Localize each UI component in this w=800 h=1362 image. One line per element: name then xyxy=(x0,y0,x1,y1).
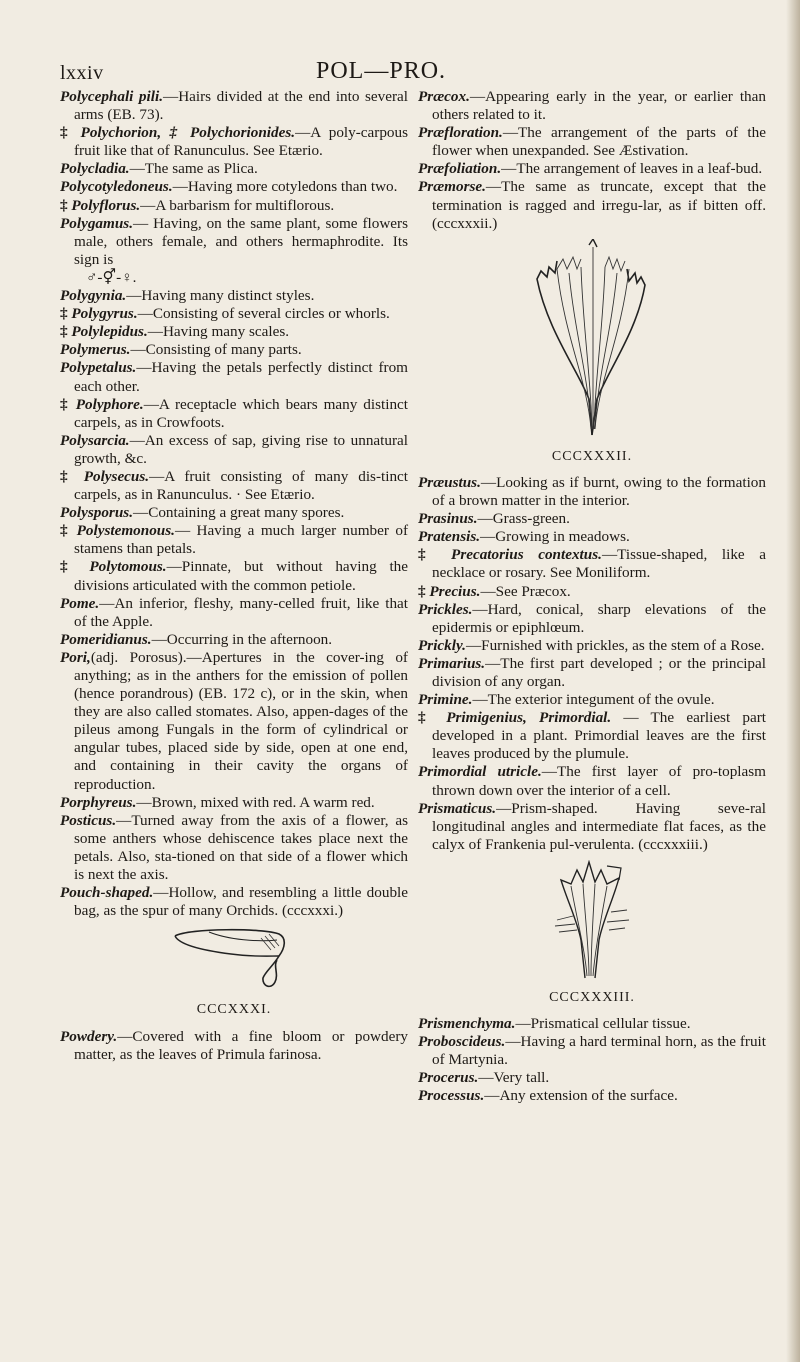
entry-term: Processus. xyxy=(418,1087,485,1105)
entry-term: Posticus. xyxy=(60,811,117,829)
entry-definition: —Hard, conical, sharp elevations of the epidermis or epiphlœum. xyxy=(432,600,766,636)
entry-definition: — The earliest part developed in a plant. Primordial leaves are the first leaves produced by the plumule. xyxy=(432,709,767,763)
glossary-entry xyxy=(418,160,766,178)
double-dagger-mark: ‡ xyxy=(60,467,74,485)
entry-term: Procerus. xyxy=(418,1069,479,1087)
glossary-entry xyxy=(60,812,408,884)
entry-term: Primine. xyxy=(418,691,473,709)
pouch-shaped-illustration xyxy=(169,926,299,992)
entry-term: Polymerus. xyxy=(60,341,131,359)
glossary-entry xyxy=(60,359,408,395)
entry-definition: —The exterior integument of the ovule. xyxy=(472,691,715,709)
left-column xyxy=(60,88,408,1064)
glossary-entry xyxy=(418,510,766,528)
glossary-entry xyxy=(418,1087,766,1105)
entry-term: Prasinus. xyxy=(418,510,478,528)
entry-definition: — Having, on the same plant, some flowers male, others female, and others hermaphrodite. Its sign is xyxy=(74,214,408,268)
entry-term: Polytomous. xyxy=(89,558,167,576)
glossary-entry xyxy=(60,215,408,287)
entry-definition: —The same as Plica. xyxy=(129,160,258,178)
entry-term: Polysecus. xyxy=(83,467,150,485)
glossary-entry xyxy=(60,558,408,594)
double-dagger-mark: ‡ xyxy=(60,305,68,323)
glossary-entry xyxy=(60,323,408,341)
entry-term: Prismenchyma. xyxy=(418,1015,516,1033)
entry-term: Præfloration. xyxy=(418,124,503,142)
entry-definition: —The arrangement of leaves in a leaf-bud. xyxy=(501,160,763,178)
entry-term: Pratensis. xyxy=(418,528,481,546)
glossary-entry xyxy=(60,287,408,305)
entry-term: Precius. xyxy=(429,582,481,600)
entry-term: Polygamus. xyxy=(60,214,133,232)
glossary-entry xyxy=(418,763,766,799)
glossary-entry xyxy=(60,884,408,920)
figure-cccxxxi xyxy=(60,926,408,997)
entry-definition: —See Præcox. xyxy=(480,582,571,600)
entry-definition: —The first part developed ; or the principal division of any organ. xyxy=(432,654,766,690)
glossary-entry xyxy=(60,305,408,323)
entry-term: Pori, xyxy=(60,648,91,666)
entry-term: Primigenius, Primordial. xyxy=(446,709,612,727)
figure-caption: CCCXXXI. xyxy=(196,1002,272,1018)
entry-definition: —Appearing early in the year, or earlier than others related to it. xyxy=(432,88,766,124)
entry-term: Prickly. xyxy=(418,636,466,654)
glossary-entry xyxy=(418,528,766,546)
entry-definition: —A fruit consisting of many dis-tinct carpels, as in Ranunculus. · See Etærio. xyxy=(74,467,409,504)
double-dagger-mark: ‡ xyxy=(418,582,426,600)
entry-definition: —An excess of sap, giving rise to unnatural growth, &c. xyxy=(74,431,408,467)
double-dagger-mark: ‡ xyxy=(418,546,437,564)
glossary-entry xyxy=(60,341,408,359)
double-dagger-mark: ‡ xyxy=(60,323,68,341)
glossary-entry xyxy=(60,88,408,124)
double-dagger-mark: ‡ xyxy=(60,196,68,214)
entry-term: Polystemonous. xyxy=(76,522,175,540)
entry-definition: — Having a much larger number of stamens than petals. xyxy=(74,522,409,558)
entry-term: Polycladia. xyxy=(60,160,130,178)
entry-definition: —Consisting of several circles or whorls. xyxy=(137,305,390,323)
double-dagger-mark: ‡ xyxy=(60,124,73,142)
glossary-entry xyxy=(418,583,766,601)
entry-definition: —The same as truncate, except that the termination is ragged and irregu-lar, as if bitten off. (cccxxxii.) xyxy=(432,178,766,232)
glossary-entry xyxy=(60,178,408,196)
entry-definition: —An inferior, fleshy, many-celled fruit, like that of the Apple. xyxy=(74,594,408,630)
entry-term: Præfoliation. xyxy=(418,160,502,178)
glossary-entry xyxy=(418,1033,766,1069)
entry-definition: —Having the petals perfectly distinct from each other. xyxy=(74,359,408,395)
entry-definition: —Prism-shaped. Having seve-ral longitudinal angles and intermediate flat faces, as the calyx of Frankenia pul-verulenta. (cccxxxiii.) xyxy=(432,799,766,853)
entry-definition: —Hollow, and resembling a little double bag, as the spur of many Orchids. (cccxxxi.) xyxy=(74,884,408,920)
glossary-entry xyxy=(418,691,766,709)
entry-definition: —Occurring in the afternoon. xyxy=(151,630,333,648)
glossary-entry xyxy=(418,1069,766,1087)
entry-definition: —Hairs divided at the end into several arms (EB. 73). xyxy=(74,88,409,124)
glossary-entry xyxy=(418,178,766,232)
entry-term: Polyflorus. xyxy=(71,196,141,214)
entry-term: Proboscideus. xyxy=(418,1033,506,1051)
glossary-entry xyxy=(60,432,408,468)
entry-definition: —Brown, mixed with red. A warm red. xyxy=(136,793,375,811)
glossary-entry xyxy=(60,160,408,178)
entry-definition: —The arrangement of the parts of the flower when unexpanded. See Æstivation. xyxy=(432,124,766,160)
entry-definition: (adj. Porosus).—Apertures in the cover-ing of anything; as in the anthers for the emission of pollen (hence porandrous) (EB. 172 c), or in the skin, when they are also called stomates. Also, appen-dages of the pileus among Fungals in the form of cylindrical or angular tubes, placed side by side, open at one end, and containing in their cavity the organs of reproduction. xyxy=(74,648,408,793)
entry-term: Præcox. xyxy=(418,88,470,105)
glossary-entry xyxy=(418,1015,766,1033)
entry-term: Polylepidus. xyxy=(71,323,148,341)
entry-definition: —Consisting of many parts. xyxy=(130,341,302,359)
entry-term: Pomeridianus. xyxy=(60,630,152,648)
entry-definition: —Any extension of the surface. xyxy=(484,1087,678,1105)
entry-term: Polygyrus. xyxy=(71,305,138,323)
double-dagger-mark: ‡ xyxy=(60,558,77,576)
glossary-entry xyxy=(418,655,766,691)
entry-definition: —Having many distinct styles. xyxy=(126,287,315,305)
entry-definition: —Grass-green. xyxy=(477,510,570,528)
entry-definition: —Tissue-shaped, like a necklace or rosary. See Moniliform. xyxy=(432,546,767,582)
entry-definition: —Having more cotyledons than two. xyxy=(172,178,398,196)
glossary-entry xyxy=(418,637,766,655)
entry-definition: —Pinnate, but without having the divisions articulated with the common petiole. xyxy=(74,558,409,594)
entry-term: Precatorius contextus. xyxy=(451,546,602,564)
glossary-entry xyxy=(60,631,408,649)
entry-definition: —A receptacle which bears many distinct carpels, as in Crowfoots. xyxy=(74,395,409,431)
entry-definition: —Having a hard terminal horn, as the fruit of Martynia. xyxy=(432,1033,766,1069)
praemorse-root-illustration xyxy=(517,239,667,439)
entry-definition: —A barbarism for multiflorous. xyxy=(140,196,335,214)
entry-term: Præustus. xyxy=(418,473,481,491)
entry-term: Pouch-shaped. xyxy=(60,884,154,902)
running-head: POL—PRO. xyxy=(316,58,447,84)
entry-term: Prismaticus. xyxy=(418,799,497,817)
entry-definition: —Furnished with prickles, as the stem of a Rose. xyxy=(465,636,765,654)
glossary-entry xyxy=(60,197,408,215)
glossary-entry xyxy=(418,709,766,763)
entry-term: Primarius. xyxy=(418,654,486,672)
glossary-entry xyxy=(418,474,766,510)
entry-term: Polyphore. xyxy=(75,395,144,413)
glossary-entry xyxy=(60,649,408,794)
entry-definition: —The first layer of pro-toplasm thrown down over the interior of a cell. xyxy=(432,763,766,799)
entry-definition: —Very tall. xyxy=(478,1069,550,1087)
page-number: lxxiv xyxy=(60,62,104,84)
entry-term: Polypetalus. xyxy=(60,359,137,377)
glossary-entry xyxy=(60,1028,408,1064)
entry-term: Primordial utricle. xyxy=(418,763,542,781)
glossary-entry xyxy=(60,794,408,812)
entry-term: Polysarcia. xyxy=(60,431,130,449)
entry-term: Polysporus. xyxy=(60,504,133,522)
entry-term: Powdery. xyxy=(60,1027,118,1045)
entry-definition: —Growing in meadows. xyxy=(480,528,630,546)
glossary-entry xyxy=(418,601,766,637)
right-column xyxy=(418,88,766,1106)
entry-definition: —Looking as if burnt, owing to the formation of a brown matter in the interior. xyxy=(432,473,766,510)
entry-term: Polychorion, ‡ Polychorionides. xyxy=(80,124,296,142)
glossary-entry xyxy=(60,124,408,160)
prismatic-calyx-illustration xyxy=(537,860,647,980)
double-dagger-mark: ‡ xyxy=(60,395,70,413)
glossary-entry xyxy=(418,124,766,160)
entry-definition: —Covered with a fine bloom or powdery matter, as the leaves of Primula farinosa. xyxy=(74,1027,408,1063)
glossary-entry xyxy=(418,546,766,582)
glossary-entry xyxy=(60,504,408,522)
polygamous-sign: ♂-⚥-♀. xyxy=(86,268,137,286)
entry-definition: —Prismatical cellular tissue. xyxy=(515,1015,691,1033)
figure-caption: CCCXXXII. xyxy=(551,448,633,464)
entry-term: Polygynia. xyxy=(60,287,127,305)
figure-caption: CCCXXXIII. xyxy=(549,990,635,1005)
glossary-entry xyxy=(60,595,408,631)
entry-term: Polycotyledoneus. xyxy=(60,178,173,196)
glossary-entry xyxy=(418,88,766,124)
entry-term: Præmorse. xyxy=(418,178,486,196)
entry-term: Pome. xyxy=(60,594,100,612)
page-edge-shadow xyxy=(786,0,800,1362)
figure-cccxxxiii xyxy=(418,860,766,985)
entry-term: Polycephali pili. xyxy=(60,88,163,105)
figure-cccxxxii xyxy=(418,239,766,444)
glossary-entry xyxy=(60,468,408,504)
glossary-entry xyxy=(60,522,408,558)
glossary-entry xyxy=(418,800,766,854)
entry-term: Prickles. xyxy=(418,600,473,618)
entry-definition: —Turned away from the axis of a flower, as some anthers whose dehiscence takes place next the petals. Also, sta-tioned on that side of a flower which is next the axis. xyxy=(74,811,408,884)
entry-definition: —A poly-carpous fruit like that of Ranunculus. See Etærio. xyxy=(74,124,409,160)
double-dagger-mark: ‡ xyxy=(60,522,71,540)
double-dagger-mark: ‡ xyxy=(418,709,435,727)
entry-definition: —Containing a great many spores. xyxy=(133,504,345,522)
entry-term: Porphyreus. xyxy=(60,793,137,811)
glossary-entry xyxy=(60,396,408,432)
entry-definition: —Having many scales. xyxy=(147,323,290,341)
